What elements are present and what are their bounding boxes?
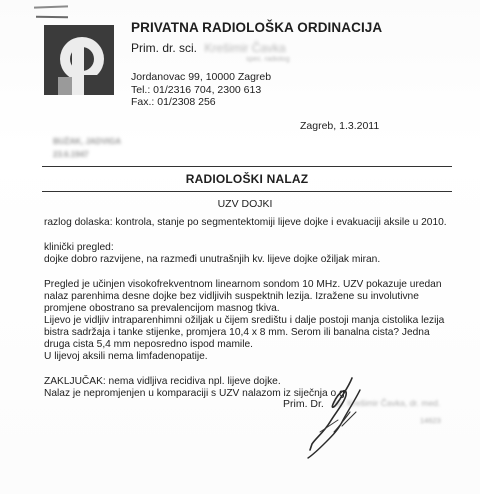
- section-title: UZV DOJKI: [217, 198, 273, 210]
- patient-name: BUŽAK, JADVIGA: [53, 137, 122, 146]
- clinic-fax: Fax.: 01/2308 256: [131, 96, 216, 108]
- handwritten-signature: [290, 372, 390, 462]
- exam-text: dojke dobro razvijene, na razmeđi unutrašnjih kv. lijeve dojke ožiljak miran.: [44, 254, 381, 265]
- findings-line: nalaz parenhima desne dojke bez vidljivih suspektnih lezija. Izražene su involutivne: [44, 291, 419, 302]
- report-title: RADIOLOŠKI NALAZ: [185, 172, 309, 186]
- findings-line: U lijevoj aksili nema limfadenopatije.: [44, 351, 208, 362]
- exam-label: klinički pregled:: [44, 242, 114, 253]
- findings-line: druga cista 5,4 mm neposredno ispod mamile.: [44, 339, 253, 350]
- conclusion-line: ZAKLJUČAK: nema vidljiva recidiva npl. lijeve dojke.: [44, 376, 281, 387]
- doctor-name: Krešimir Čavka: [204, 41, 286, 55]
- signature-code: 14623: [420, 416, 441, 425]
- signature-prefix: Prim. Dr.: [283, 398, 324, 410]
- title-divider-top: [42, 166, 452, 167]
- findings-line: promjene obostrano sa prevalencijom masnog tkiva.: [44, 303, 280, 314]
- title-divider-bottom: [42, 191, 452, 192]
- doctor-line: [131, 41, 286, 55]
- reason-text: razlog dolaska: kontrola, stanje po segmentektomiji lijeve dojke i evakuaciji aksile u 2010.: [44, 217, 447, 228]
- clinic-logo: [44, 25, 114, 95]
- report-date: Zagreb, 1.3.2011: [300, 120, 380, 132]
- doctor-prefix: Prim. dr. sci.: [131, 41, 198, 55]
- signature-name: sc. Krešimir Čavka, dr. med.: [334, 398, 441, 408]
- clinic-phone: Tel.: 01/2316 704, 2300 613: [131, 84, 262, 96]
- clinic-name: PRIVATNA RADIOLOŠKA ORDINACIJA: [131, 20, 383, 35]
- findings-line: bistra sadržaja i tanke stijenke, promjera 10,4 x 8 mm. Serom ili banalna cista? Jedna: [44, 327, 430, 338]
- findings-line: Pregled je učinjen visokofrekventnom linearnom sondom 10 MHz. UZV pokazuje uredan: [44, 279, 442, 290]
- conclusion-line: Nalaz je nepromjenjen u komparaciji s UZV nalazom iz siječnja o.g.: [44, 388, 348, 399]
- findings-line: Lijevo je vidljiv intraparenhimni ožiljak u čijem središtu i dalje postoji manja cistolika lezija: [44, 315, 445, 326]
- clinic-address: Jordanovac 99, 10000 Zagreb: [131, 71, 272, 83]
- patient-birth-date: 23.6.1947: [53, 150, 89, 159]
- doctor-subtitle: spec. radiolog: [246, 56, 290, 63]
